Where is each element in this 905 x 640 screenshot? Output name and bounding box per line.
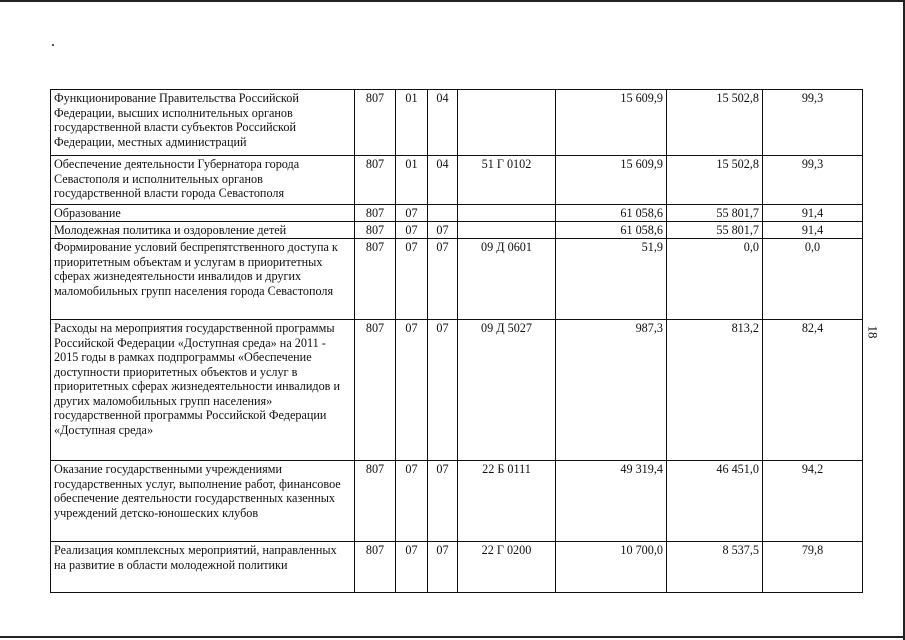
table-row bbox=[51, 222, 863, 239]
row-section-code: 07 bbox=[396, 239, 428, 320]
row-department-code: 807 bbox=[355, 542, 396, 593]
row-section-code: 07 bbox=[396, 320, 428, 461]
row-section-code: 07 bbox=[396, 461, 428, 542]
row-department-code: 807 bbox=[355, 156, 396, 205]
row-execution-percent: 0,0 bbox=[763, 239, 863, 320]
row-actual-amount: 813,2 bbox=[667, 320, 763, 461]
row-subsection-code: 07 bbox=[428, 222, 458, 239]
row-subsection-code: 07 bbox=[428, 320, 458, 461]
row-execution-percent: 99,3 bbox=[763, 90, 863, 156]
row-name: Оказание государственными учреждениями государственных услуг, выполнение работ, финансовое обеспечение деятельности государственных казенных учреждений детско-юношеских клубов bbox=[51, 461, 355, 542]
scan-border-bottom bbox=[0, 636, 905, 638]
row-target-article: 09 Д 0601 bbox=[458, 239, 556, 320]
row-name: Реализация комплексных мероприятий, направленных на развитие в области молодежной политики bbox=[51, 542, 355, 593]
row-planned-amount: 49 319,4 bbox=[556, 461, 667, 542]
row-planned-amount: 10 700,0 bbox=[556, 542, 667, 593]
row-planned-amount: 15 609,9 bbox=[556, 156, 667, 205]
table-row bbox=[51, 156, 863, 205]
row-department-code: 807 bbox=[355, 461, 396, 542]
row-subsection-code: 07 bbox=[428, 239, 458, 320]
row-planned-amount: 15 609,9 bbox=[556, 90, 667, 156]
row-execution-percent: 91,4 bbox=[763, 222, 863, 239]
row-section-code: 01 bbox=[396, 90, 428, 156]
row-department-code: 807 bbox=[355, 320, 396, 461]
row-subsection-code: 04 bbox=[428, 156, 458, 205]
row-actual-amount: 0,0 bbox=[667, 239, 763, 320]
table-row bbox=[51, 461, 863, 542]
row-department-code: 807 bbox=[355, 205, 396, 222]
row-execution-percent: 99,3 bbox=[763, 156, 863, 205]
row-section-code: 01 bbox=[396, 156, 428, 205]
row-section-code: 07 bbox=[396, 542, 428, 593]
row-subsection-code: 04 bbox=[428, 90, 458, 156]
row-department-code: 807 bbox=[355, 222, 396, 239]
row-target-article bbox=[458, 205, 556, 222]
row-planned-amount: 987,3 bbox=[556, 320, 667, 461]
row-target-article: 22 Г 0200 bbox=[458, 542, 556, 593]
page-number: 18 bbox=[865, 325, 881, 339]
row-target-article bbox=[458, 222, 556, 239]
row-execution-percent: 79,8 bbox=[763, 542, 863, 593]
row-name: Функционирование Правительства Российской Федерации, высших исполнительных органов государственной власти субъектов Российской Федерации, местных администраций bbox=[51, 90, 355, 156]
row-subsection-code: 07 bbox=[428, 542, 458, 593]
row-target-article: 51 Г 0102 bbox=[458, 156, 556, 205]
table-row bbox=[51, 239, 863, 320]
row-name: Обеспечение деятельности Губернатора города Севастополя и исполнительных органов государственной власти города Севастополя bbox=[51, 156, 355, 205]
row-execution-percent: 94,2 bbox=[763, 461, 863, 542]
table-row bbox=[51, 542, 863, 593]
row-actual-amount: 15 502,8 bbox=[667, 90, 763, 156]
row-name: Расходы на мероприятия государственной программы Российской Федерации «Доступная среда» на 2011 - 2015 годы в рамках подпрограммы «Обеспечение доступности приоритетных объектов и услуг в приоритетных сферах жизнедеятельности инвалидов и других маломобильных групп населения» государственной программы Российской Федерации «Доступная среда» bbox=[51, 320, 355, 461]
row-subsection-code bbox=[428, 205, 458, 222]
table-row bbox=[51, 205, 863, 222]
row-actual-amount: 55 801,7 bbox=[667, 222, 763, 239]
row-actual-amount: 46 451,0 bbox=[667, 461, 763, 542]
row-execution-percent: 82,4 bbox=[763, 320, 863, 461]
row-subsection-code: 07 bbox=[428, 461, 458, 542]
row-section-code: 07 bbox=[396, 205, 428, 222]
table-row bbox=[51, 90, 863, 156]
row-actual-amount: 15 502,8 bbox=[667, 156, 763, 205]
row-execution-percent: 91,4 bbox=[763, 205, 863, 222]
scan-speck bbox=[52, 44, 54, 46]
row-planned-amount: 61 058,6 bbox=[556, 205, 667, 222]
row-target-article: 09 Д 5027 bbox=[458, 320, 556, 461]
row-name: Формирование условий беспрепятственного доступа к приоритетным объектам и услугам в приоритетных сферах жизнедеятельности инвалидов и других маломобильных групп населения города Севастополя bbox=[51, 239, 355, 320]
budget-execution-table bbox=[50, 89, 863, 593]
row-planned-amount: 61 058,6 bbox=[556, 222, 667, 239]
row-target-article bbox=[458, 90, 556, 156]
row-section-code: 07 bbox=[396, 222, 428, 239]
row-name: Образование bbox=[51, 205, 355, 222]
row-actual-amount: 8 537,5 bbox=[667, 542, 763, 593]
row-target-article: 22 Б 0111 bbox=[458, 461, 556, 542]
scan-border-top bbox=[0, 0, 905, 2]
table-row bbox=[51, 320, 863, 461]
row-planned-amount: 51,9 bbox=[556, 239, 667, 320]
row-department-code: 807 bbox=[355, 239, 396, 320]
row-name: Молодежная политика и оздоровление детей bbox=[51, 222, 355, 239]
row-department-code: 807 bbox=[355, 90, 396, 156]
row-actual-amount: 55 801,7 bbox=[667, 205, 763, 222]
